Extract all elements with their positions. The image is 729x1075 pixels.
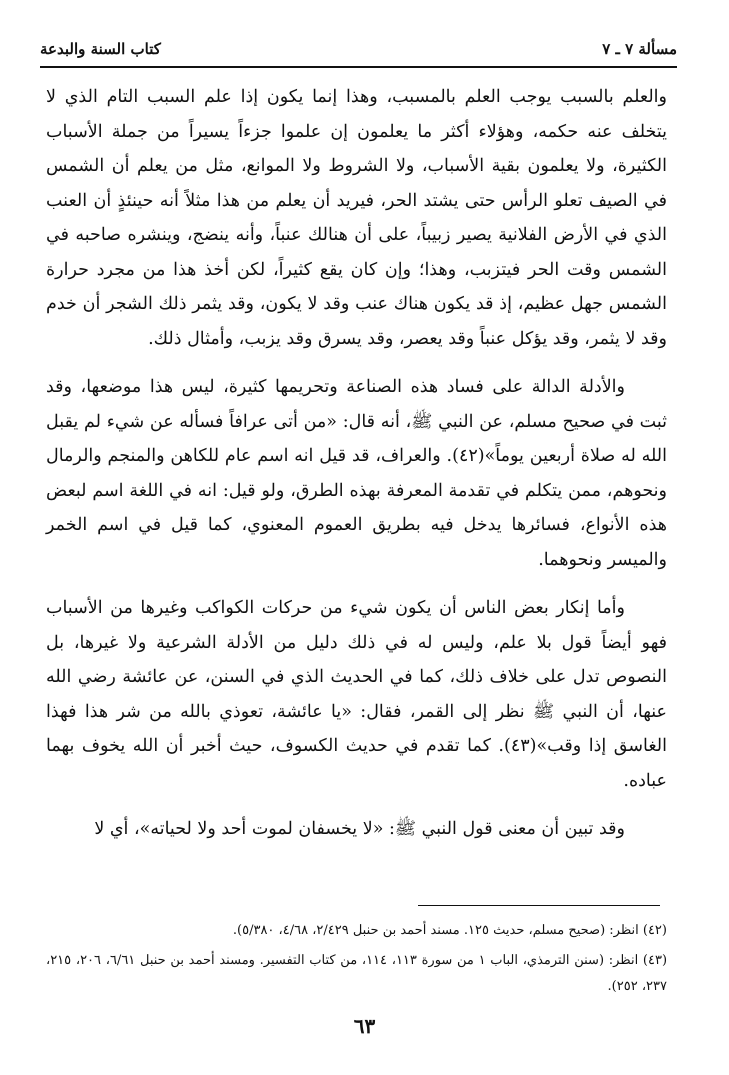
book-title: كتاب السنة والبدعة — [40, 40, 161, 58]
section-label: مسألة ٧ ـ ٧ — [602, 40, 677, 58]
footnotes — [46, 918, 667, 1004]
paragraph-3: وأما إنكار بعض الناس أن يكون شيء من حركات الكواكب وغيرها من الأسباب فهو أيضاً قول بلا علم، وليس له في ذلك دليل من الأدلة الشرعية ولا غيرها، بل النصوص تدل على خلاف ذلك، كما في الحديث الذي في السنن، عن عائشة رضي الله عنها، أن النبي ﷺ نظر إلى القمر، فقال: «يا عائشة، تعوذي بالله من شر هذا فهذا الغاسق إذا وقب»(٤٣). كما تقدم في حديث الكسوف، حيث أخبر أن الله يخوف بهما عباده. — [46, 598, 667, 791]
page-number: ٦٣ — [353, 1014, 376, 1038]
running-header — [40, 36, 677, 62]
footnote-43: (٤٣) انظر: (سنن الترمذي، الباب ١ من سورة ١١٣، ١١٤، من كتاب التفسير. ومسند أحمد بن حنبل ٦/٦١، ٢٠٦، ٢١٥، ٢٣٧، ٢٥٢). — [46, 953, 668, 994]
footnote-divider — [418, 905, 660, 906]
paragraph-4: وقد تبين أن معنى قول النبي ﷺ: «لا يخسفان لموت أحد ولا لحياته»، أي لا — [94, 819, 625, 839]
main-text — [46, 80, 667, 861]
footnote-42: (٤٢) انظر: (صحيح مسلم، حديث ١٢٥. مسند أحمد بن حنبل ٢/٤٢٩، ٤/٦٨، ٥/٣٨٠). — [232, 923, 667, 938]
header-divider — [40, 66, 677, 68]
paragraph-2: والأدلة الدالة على فساد هذه الصناعة وتحريمها كثيرة، ليس هذا موضعها، وقد ثبت في صحيح مسلم، عن النبي ﷺ، أنه قال: «من أتى عرافاً فسأله عن شيء لم يقبل الله له صلاة أربعين يوماً»(٤٢). والعراف، قد قيل انه اسم عام للكاهن والمنجم والرمال ونحوهم، ممن يتكلم في تقدمة المعرفة بهذه الطرق، ولو قيل: انه في اللغة اسم لبعض هذه الأنواع، فسائرها يدخل فيه بطريق العموم المعنوي، كما قيل في اسم الخمر والميسر ونحوهما. — [46, 377, 668, 570]
paragraph-1: والعلم بالسبب يوجب العلم بالمسبب، وهذا إنما يكون إذا علم السبب التام الذي لا يتخلف عنه حكمه، وهؤلاء أكثر ما يعلمون إن علموا جزءاً يسيراً من جملة الأسباب الكثيرة، ولا يعلمون بقية الأسباب، ولا الشروط ولا الموانع، مثل من يعلم أن الشمس في الصيف تعلو الرأس حتى يشتد الحر، فيريد أن يعلم من هذا مثلاً أنه حينئذٍ أن العنب الذي في الأرض الفلانية يصير زبيباً، على أن هنالك عنباً، وأنه ينضج، وينشره صاحبه في الشمس وقت الحر فيتزبب، وهذا؛ وإن كان يقع كثيراً، لكن أخذ هذا من مجرد حرارة الشمس جهل عظيم، إذ قد يكون هناك عنب وقد لا يكون، وقد يثمر ذلك الشجر أن خدم وقد لا يثمر، وقد يؤكل عنباً وقد يعصر، وقد يسرق وقد يزبب، وأمثال ذلك. — [46, 87, 667, 349]
